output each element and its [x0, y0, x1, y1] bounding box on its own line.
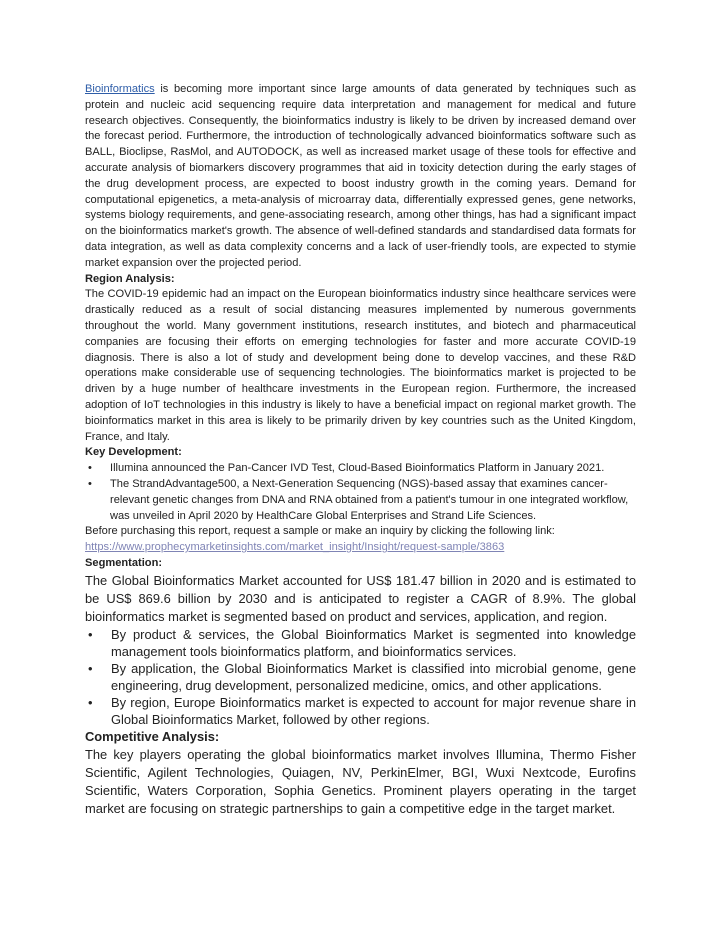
intro-paragraph [85, 82, 636, 272]
competitive-analysis-text: The key players operating the global bioinformatics market involves Illumina, Thermo Fisher Scientific, Agilent Technologies, Quiagen, NV, PerkinElmer, BGI, Wuxi Nextcode, Eurofins Scientific, Waters Corporation, Sophia Genetics. Prominent players operating in the target market are focusing on strategic partnerships to gain a competitive edge in the target market. [85, 746, 636, 816]
segmentation-text: The Global Bioinformatics Market accounted for US$ 181.47 billion in 2020 and is estimated to be US$ 869.6 billion by 2030 and is anticipated to register a CAGR of 8.9%. The global bioinformatics market is segmented based on product and services, application, and region. [85, 572, 636, 624]
key-development-heading: Key Development: [85, 446, 182, 459]
bullet-icon: • [88, 626, 93, 642]
list-item-text: By region, Europe Bioinformatics market is expected to account for major revenue share in Global Bioinformatics Market, followed by other regions. [111, 694, 636, 727]
list-item [85, 626, 636, 660]
list-item [85, 477, 636, 524]
key-development-list [85, 461, 636, 524]
bullet-icon: • [88, 462, 92, 475]
intro-text: is becoming more important since large amounts of data generated by techniques such as protein and nucleic acid sequencing require data interpretation and management for medical and future research objectives. Consequently, the bioinformatics industry is likely to be driven by increased demand over the forecast period. Furthermore, the introduction of technologically advanced bioinformatics software such as BALL, Bioclipse, RasMol, and AUTODOCK, as well as increased market usage of these tools for effective and accurate analysis of biomarkers discovery programmes that aid in toxicity detection during the early stages of the drug development process, are expected to boost industry growth in the coming years. Demand for computational epigenetics, a meta-analysis of microarray data, differentially expressed genes, gene networks, systems biology requirements, and gene-associating research, among other things, has had a significant impact on the bioinformatics market's growth. The absence of well-defined standards and standardised data formats for data integration, as well as data complexity concerns and a lack of user-friendly tools, are expected to stymie market expansion over the projected period. [85, 83, 636, 269]
list-item-text: By application, the Global Bioinformatics Market is classified into microbial genome, gene engineering, drug development, personalized medicine, omics, and other applications. [111, 660, 636, 693]
list-item-text: Illumina announced the Pan-Cancer IVD Test, Cloud-Based Bioinformatics Platform in January 2021. [110, 462, 605, 475]
region-analysis-text: The COVID-19 epidemic had an impact on the European bioinformatics industry since healthcare services were drastically reduced as a result of social distancing measures implemented by numerous governments throughout the world. Many government institutions, research institutes, and biotech and pharmaceutical companies are focusing their efforts on emerging technologies for faster and more accurate COVID-19 diagnosis. There is also a lot of study and development being done to develop vaccines, and these R&D operations make considerable use of sequencing technologies. The bioinformatics market is projected to be driven by a huge number of healthcare investments in the European region. Furthermore, the increased adoption of IoT technologies in this industry is likely to have a beneficial impact on regional market growth. The bioinformatics market in this area is likely to be primarily driven by key countries such as the United Kingdom, France, and Italy. [85, 288, 636, 443]
region-analysis-heading: Region Analysis: [85, 272, 175, 285]
list-item-text: The StrandAdvantage500, a Next-Generation Sequencing (NGS)-based assay that examines cancer-relevant genetic changes from DNA and RNA obtained from a patient's tumour in one integrated workflow, was unveiled in April 2020 by HealthCare Global Enterprises and Strand Life Sciences. [110, 477, 629, 522]
competitive-analysis-heading: Competitive Analysis: [85, 728, 220, 744]
bullet-icon: • [88, 477, 92, 490]
list-item [85, 461, 636, 477]
bullet-icon: • [88, 694, 93, 710]
purchase-text: Before purchasing this report, request a sample or make an inquiry by clicking the following link: [85, 525, 555, 538]
bullet-icon: • [88, 660, 93, 676]
bioinformatics-link[interactable]: Bioinformatics [85, 83, 155, 95]
list-item [85, 660, 636, 694]
list-item [85, 694, 636, 728]
segmentation-heading: Segmentation: [85, 556, 163, 569]
request-sample-link[interactable]: https://www.prophecymarketinsights.com/market_insight/Insight/request-sample/3863 [85, 541, 505, 554]
segmentation-list [85, 626, 636, 728]
document-page [85, 82, 636, 818]
list-item-text: By product & services, the Global Bioinformatics Market is segmented into knowledge management tools bioinformatics platform, and bioinformatics services. [111, 626, 636, 659]
